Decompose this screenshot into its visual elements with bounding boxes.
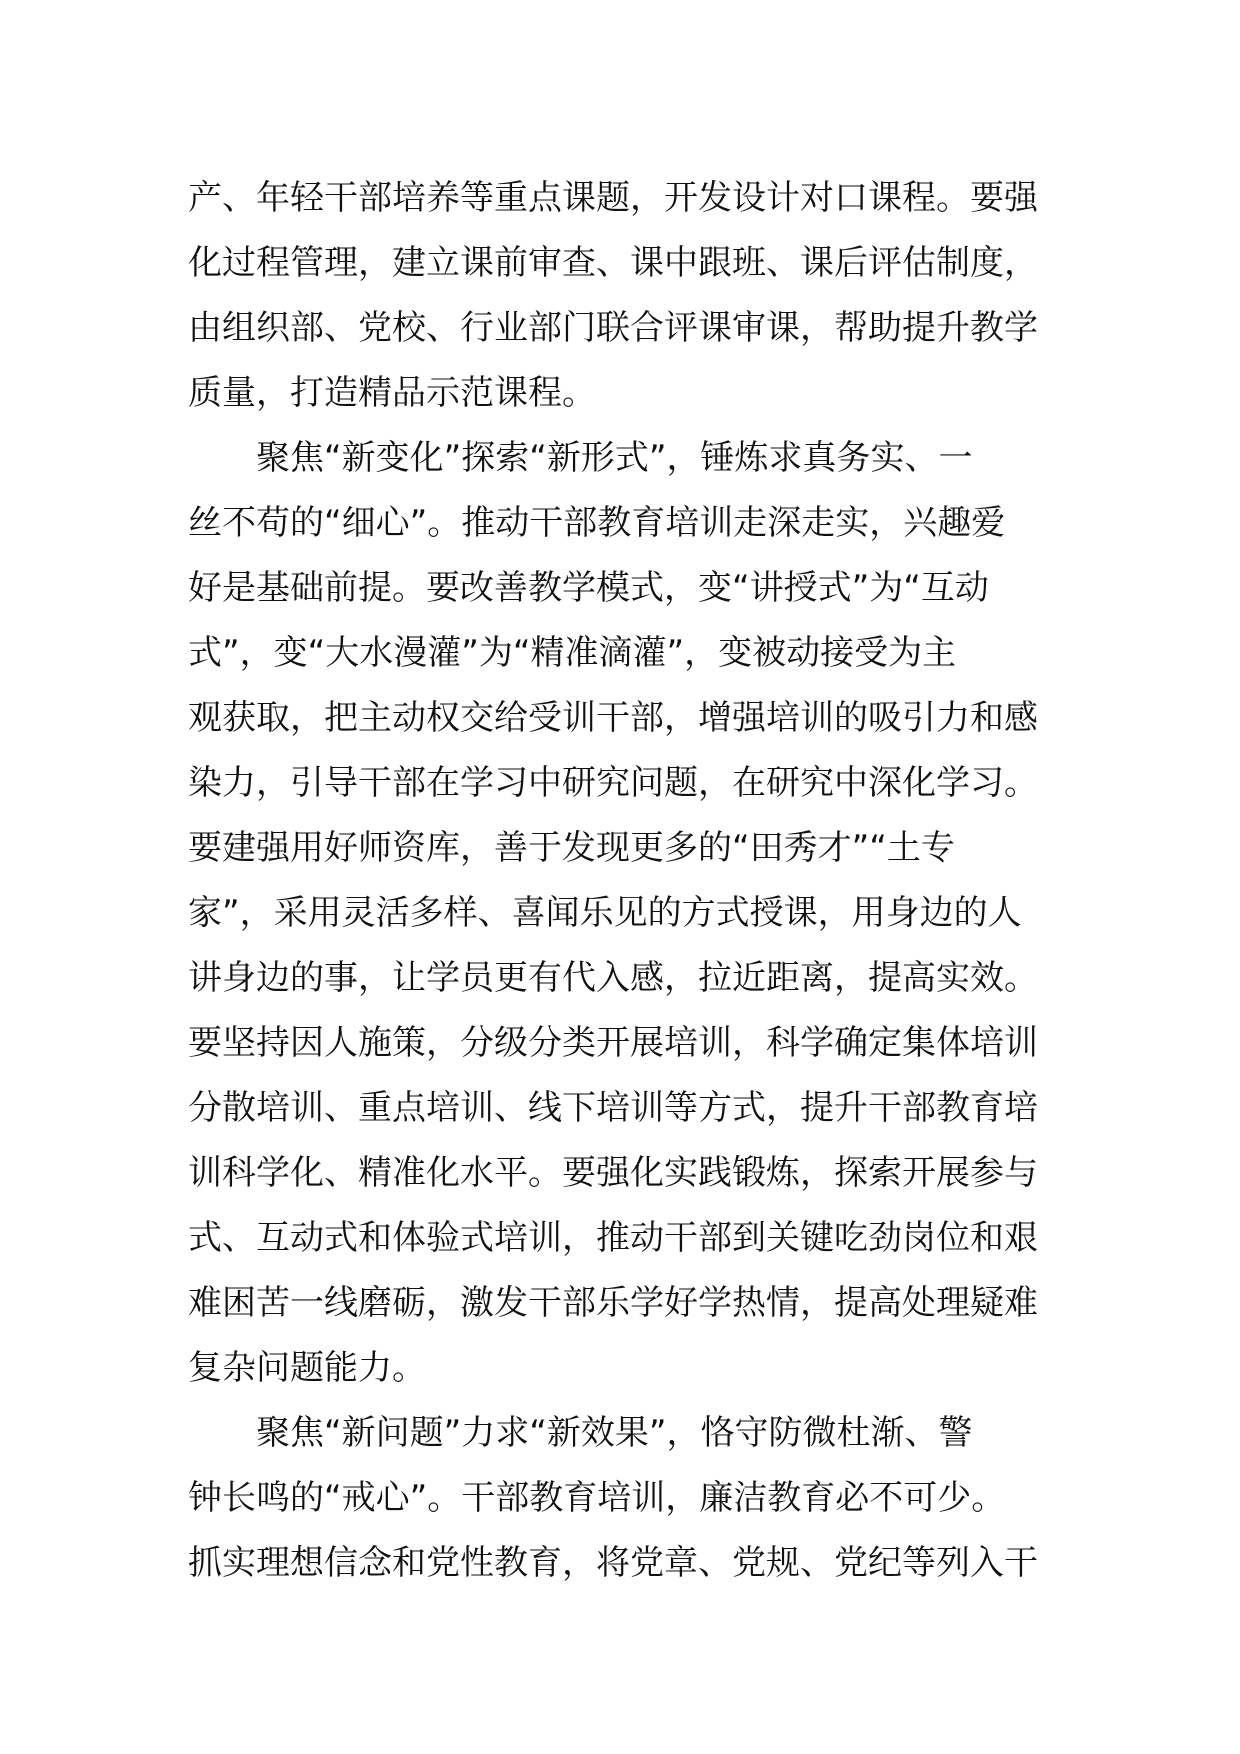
text-line: 家”，采用灵活多样、喜闻乐见的方式授课，用身边的人 xyxy=(188,893,1022,933)
text-line: 难困苦一线磨砺，激发干部乐学好学热情，提高处理疑难 xyxy=(188,1283,1038,1323)
paragraph-first-line: 聚焦“新问题”力求“新效果”，恪守防微杜渐、警 xyxy=(256,1413,973,1453)
text-line: 要坚持因人施策，分级分类开展培训，科学确定集体培训 xyxy=(188,1023,1038,1063)
body-text xyxy=(188,166,1058,1596)
text-line: 化过程管理，建立课前审查、课中跟班、课后评估制度， xyxy=(188,243,1038,283)
text-line: 训科学化、精准化水平。要强化实践锻炼，探索开展参与 xyxy=(188,1153,1038,1193)
text-line: 钟长鸣的“戒心”。干部教育培训，廉洁教育必不可少。 xyxy=(188,1478,1006,1518)
text-line: 式、互动式和体验式培训，推动干部到关键吃劲岗位和艰 xyxy=(188,1218,1038,1258)
text-line: 抓实理想信念和党性教育，将党章、党规、党纪等列入干 xyxy=(188,1543,1038,1583)
text-line: 复杂问题能力。 xyxy=(188,1348,426,1388)
text-line: 观获取，把主动权交给受训干部，增强培训的吸引力和感 xyxy=(188,698,1038,738)
text-line: 质量，打造精品示范课程。 xyxy=(188,373,596,413)
text-line: 分散培训、重点培训、线下培训等方式，提升干部教育培 xyxy=(188,1088,1038,1128)
text-line: 要建强用好师资库，善于发现更多的“田秀才”“土专 xyxy=(188,828,955,868)
text-line: 染力，引导干部在学习中研究问题，在研究中深化学习。 xyxy=(188,763,1038,803)
paragraph-first-line: 聚焦“新变化”探索“新形式”，锤炼求真务实、一 xyxy=(256,438,973,478)
text-line: 式”，变“大水漫灌”为“精准滴灌”，变被动接受为主 xyxy=(188,633,957,673)
text-line: 由组织部、党校、行业部门联合评课审课，帮助提升教学 xyxy=(188,308,1038,348)
text-line: 产、年轻干部培养等重点课题，开发设计对口课程。要强 xyxy=(188,178,1038,218)
text-line: 讲身边的事，让学员更有代入感，拉近距离，提高实效。 xyxy=(188,958,1038,998)
text-line: 好是基础前提。要改善教学模式，变“讲授式”为“互动 xyxy=(188,568,989,608)
text-line: 丝不苟的“细心”。推动干部教育培训走深走实，兴趣爱 xyxy=(188,503,1006,543)
